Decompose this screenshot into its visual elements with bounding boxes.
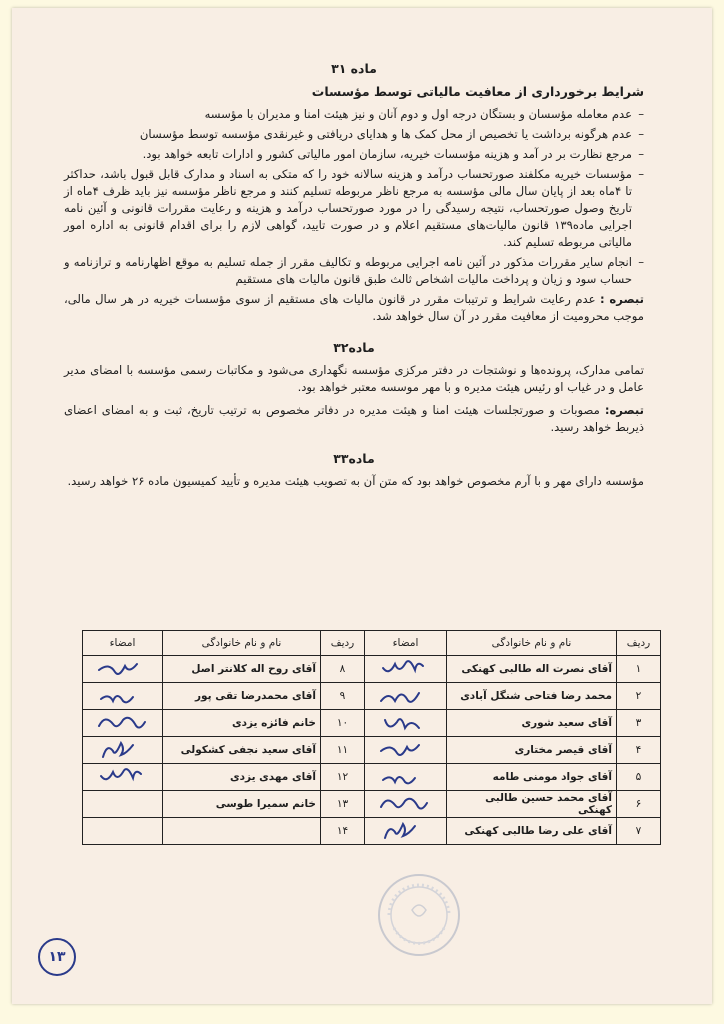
member-name-cell: محمد رضا فتاحی شنگل آبادی — [447, 683, 617, 710]
signature-icon — [375, 685, 435, 707]
signature-cell — [365, 737, 447, 764]
member-name-cell: آقای محمد حسین طالبی کهنکی — [447, 791, 617, 818]
col-header-full-name: نام و نام خانوادگی — [163, 631, 321, 656]
col-header-row-number: ردیف — [321, 631, 365, 656]
row-number-cell: ۸ — [321, 656, 365, 683]
document-body — [64, 60, 644, 496]
row-number-cell: ۱ — [617, 656, 661, 683]
row-number-cell: ۳ — [617, 710, 661, 737]
page-number-badge: ۱۳ — [38, 938, 76, 976]
member-name-cell: آقای علی رضا طالبی کهنکی — [447, 818, 617, 845]
table-row — [83, 683, 661, 710]
col-header-row-number: ردیف — [617, 631, 661, 656]
signature-icon — [93, 658, 153, 680]
table-row — [83, 764, 661, 791]
article-31-item: – مرجع نظارت بر در آمد و هزینه مؤسسات خیریه، سازمان امور مالیاتی کشور و ادارات تابعه خواهد بود. — [64, 146, 644, 163]
row-number-cell: ۵ — [617, 764, 661, 791]
row-number-cell: ۱۳ — [321, 791, 365, 818]
row-number-cell: ۱۰ — [321, 710, 365, 737]
row-number-cell: ۶ — [617, 791, 661, 818]
signature-icon — [375, 712, 435, 734]
member-name-cell: آقای قیصر مختاری — [447, 737, 617, 764]
row-number-cell: ۱۴ — [321, 818, 365, 845]
row-number-cell: ۱۲ — [321, 764, 365, 791]
signature-cell — [83, 818, 163, 845]
signature-cell — [83, 683, 163, 710]
row-number-cell: ۲ — [617, 683, 661, 710]
member-name-cell: آقای سعید شوری — [447, 710, 617, 737]
article-33-text: مؤسسه دارای مهر و با آرم مخصوص خواهد بود که متن آن به تصویب هیئت مدیره و تأیید کمیسیون ماده ۲۶ خواهد رسید. — [67, 474, 644, 488]
signature-icon — [93, 685, 153, 707]
article-31-item: – انجام سایر مقررات مذکور در آئین نامه اجرایی مربوطه و تکالیف مقرر از جمله تسلیم به موقع اظهارنامه و ترازنامه و حساب سود و زیان و پرداخت مالیات اشخاص ثالث طبق قانون مالیات های مستقیم — [64, 254, 644, 288]
document-page — [12, 8, 712, 1004]
article-31-item: – مؤسسات خیریه مکلفند صورتحساب درآمد و هزینه سالانه خود را که متکی به اسناد و مدارک قابل قبول باشد، حداکثر تا ۴ماه بعد از پایان سال مالی مؤسسه به مرجع ناظر مربوطه تسلیم کنند و مرجع ناظر مؤسسه نیز باید ظرف ۴ماه از تاریخ وصول صورتحساب، نتیجه رسیدگی را در مورد صورتحساب درآمد و هزینه و رعایت مقررات قانونی و آئین نامه اجرایی ماده۱۳۹ قانون مالیات‌های مستقیم اعلام و در صورت تایید، گواهی لازم را برای اقدام قانونی به اداره امور مالیاتی مربوطه تسلیم کند. — [64, 166, 644, 251]
signature-cell — [365, 764, 447, 791]
article-31-items — [64, 106, 644, 288]
member-name-cell: آقای مهدی یزدی — [163, 764, 321, 791]
member-name-cell: آقای محمدرضا تقی پور — [163, 683, 321, 710]
signature-cell — [365, 710, 447, 737]
signature-cell — [83, 656, 163, 683]
signature-icon — [375, 766, 435, 788]
signature-table — [82, 630, 661, 845]
signature-cell — [83, 737, 163, 764]
table-row — [83, 737, 661, 764]
row-number-cell: ۷ — [617, 818, 661, 845]
signature-cell — [365, 656, 447, 683]
article-31-note-label: تبصره : — [599, 292, 644, 306]
article-32-text: تمامی مدارک، پرونده‌ها و نوشتجات در دفتر مرکزی مؤسسه نگهداری می‌شود و مکاتبات رسمی مؤسسه با امضای مدیر عامل و در غیاب او رئیس هیئت مدیره و با مهر موسسه معتبر خواهد بود. — [64, 363, 644, 394]
table-header-row — [83, 631, 661, 656]
table-row — [83, 710, 661, 737]
signature-icon — [93, 712, 153, 734]
col-header-signature: امضاء — [365, 631, 447, 656]
article-32-number: ماده۳۲ — [333, 340, 375, 355]
signature-cell — [83, 710, 163, 737]
article-32-note-label: تبصره: — [604, 403, 645, 417]
signature-icon — [375, 820, 435, 842]
seal-stamp-icon — [374, 870, 464, 960]
signature-icon — [93, 739, 153, 761]
table-row — [83, 656, 661, 683]
member-name-cell: آقای سعید نجفی کشکولی — [163, 737, 321, 764]
col-header-full-name: نام و نام خانوادگی — [447, 631, 617, 656]
article-31-number: ماده ۳۱ — [331, 61, 377, 76]
table-row — [83, 818, 661, 845]
col-header-signature: امضاء — [83, 631, 163, 656]
member-name-cell: خانم فائزه یزدی — [163, 710, 321, 737]
article-31-title: شرایط برخورداری از معافیت مالیاتی توسط مؤسسات — [311, 84, 644, 99]
member-name-cell: آقای روح اله کلانتر اصل — [163, 656, 321, 683]
signature-icon — [375, 739, 435, 761]
article-31-item: – عدم معامله مؤسسان و بستگان درجه اول و دوم آنان و نیز هیئت امنا و مدیران با مؤسسه — [64, 106, 644, 123]
signature-cell — [83, 791, 163, 818]
signature-cell — [365, 791, 447, 818]
row-number-cell: ۱۱ — [321, 737, 365, 764]
article-31-note-text: عدم رعایت شرایط و ترتیبات مقرر در قانون مالیات های مستقیم از سوی مؤسسات خیریه در هر سال مالی، موجب محرومیت از معافیت مقرر در آن سال خواهد شد. — [64, 292, 644, 323]
signature-icon — [375, 658, 435, 680]
signature-cell — [365, 683, 447, 710]
article-33-number: ماده۳۳ — [333, 451, 375, 466]
table-row — [83, 791, 661, 818]
signature-icon — [375, 793, 435, 815]
member-name-cell: آقای جواد مومنی طامه — [447, 764, 617, 791]
signature-icon — [93, 766, 153, 788]
article-31-note — [64, 291, 644, 325]
row-number-cell: ۴ — [617, 737, 661, 764]
article-31-item: – عدم هرگونه برداشت یا تخصیص از محل کمک ها و هدایای دریافتی و غیرنقدی مؤسسه توسط مؤسسان — [64, 126, 644, 143]
member-name-cell: خانم سمیرا طوسی — [163, 791, 321, 818]
article-32-note-text: مصوبات و صورتجلسات هیئت امنا و هیئت مدیره در دفاتر مخصوص به ترتیب تاریخ، ثبت و به امضای اعضای ذیربط خواهد رسید. — [64, 403, 644, 434]
signature-cell — [83, 764, 163, 791]
row-number-cell: ۹ — [321, 683, 365, 710]
article-32-note — [64, 402, 644, 436]
signature-cell — [365, 818, 447, 845]
member-name-cell — [163, 818, 321, 845]
member-name-cell: آقای نصرت اله طالبی کهنکی — [447, 656, 617, 683]
